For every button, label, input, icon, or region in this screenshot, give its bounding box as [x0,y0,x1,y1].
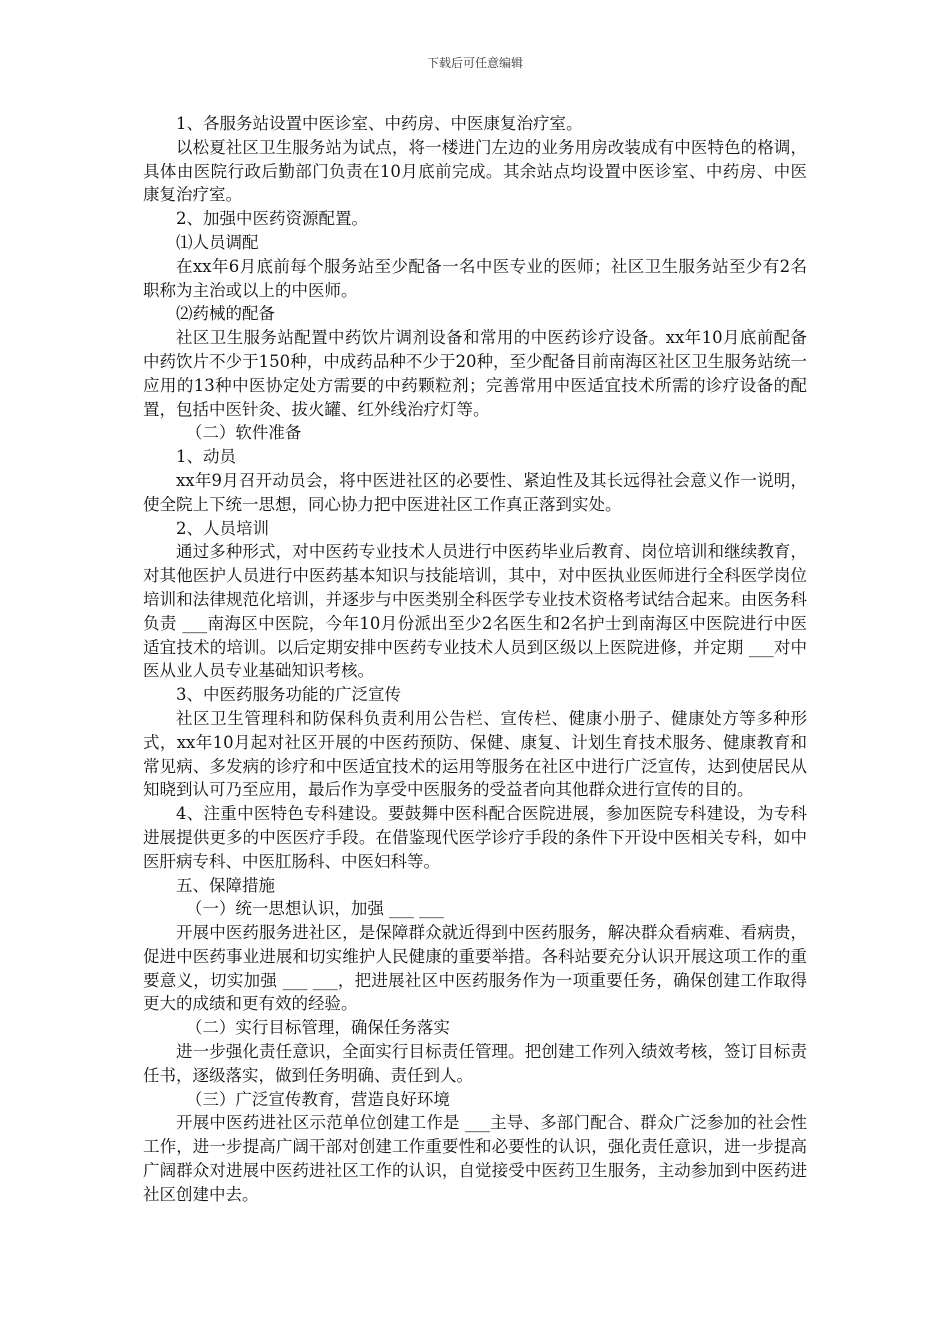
paragraph: 1、各服务站设置中医诊室、中药房、中医康复治疗室。 [176,114,583,133]
paragraph: 开展中医药进社区示范单位创建工作是 ___主导、多部门配合、群众广泛参加的社会性工作，进一步提高广阔干部对创建工作重要性和必要性的认识，强化责任意识，进一步提高广阔群众对进展中医药进社区工作的认识，自觉接受中医药卫生服务，主动参加到中医药进社区创建中去。 [143,1113,807,1204]
document-body [143,112,807,1207]
paragraph: 社区卫生服务站配置中药饮片调剂设备和常用的中医药诊疗设备。xx年10月底前配备中药饮片不少于150种，中成药品种不少于20种，至少配备目前南海区社区卫生服务站统一应用的13种中医协定处方需要的中药颗粒剂；完善常用中医适宜技术所需的诊疗设备的配置，包括中医针灸、拔火罐、红外线治疗灯等。 [143,328,807,419]
paragraph: 在xx年6月底前每个服务站至少配备一名中医专业的医师；社区卫生服务站至少有2名职称为主治或以上的中医师。 [143,256,807,300]
paragraph: 进一步强化责任意识，全面实行目标责任管理。把创建工作列入绩效考核，签订目标责任书，逐级落实，做到任务明确、责任到人。 [143,1042,807,1085]
page-header-note: 下载后可任意编辑 [426,56,523,70]
paragraph: 社区卫生管理科和防保科负责利用公告栏、宣传栏、健康小册子、健康处方等多种形式，xx年10月起对社区开展的中医药预防、保健、康复、计划生育技术服务、健康教育和常见病、多发病的诊疗和中医适宜技术的运用等服务在社区中进行广泛宣传，达到使居民从知晓到认可乃至应用，最后作为享受中医服务的受益者向其他群众进行宣传的目的。 [143,708,807,800]
paragraph: 五、保障措施 [176,875,275,895]
paragraph: ⑵药械的配备 [176,304,275,324]
paragraph: 以松夏社区卫生服务站为试点，将一楼进门左边的业务用房改装成有中医特色的格调，具体由医院行政后勤部门负责在10月底前完成。其余站点均设置中医诊室、中药房、中医康复治疗室。 [143,137,807,205]
paragraph: 开展中医药服务进社区，是保障群众就近得到中医药服务，解决群众看病难、看病贵，促进中医药事业进展和切实维护人民健康的重要举措。各科站要充分认识开展这项工作的重要意义，切实加强 ___ ___，把进展社区中医药服务作为一项重要任务，确保创建工作取得更大的成绩和更有效的经验。 [143,923,807,1014]
paragraph: 3、中医药服务功能的广泛宣传 [176,685,401,705]
section-heading: （三）广泛宣传教育，营造良好环境 [185,1089,450,1109]
paragraph: 1、动员 [176,447,236,467]
paragraph: 2、加强中医药资源配置。 [176,209,368,229]
paragraph: xx年9月召开动员会，将中医进社区的必要性、紧迫性及其长远得社会意义作一说明，使全院上下统一思想，同心协力把中医进社区工作真正落到实处。 [143,470,807,514]
paragraph: 2、人员培训 [176,518,269,538]
section-heading: （二）软件准备 [185,423,302,443]
paragraph: 通过多种形式，对中医药专业技术人员进行中医药毕业后教育、岗位培训和继续教育，对其他医护人员进行中医药基本知识与技能培训，其中，对中医执业医师进行全科医学岗位培训和法律规范化培训，并逐步与中医类别全科医学专业技术资格考试结合起来。由医务科负责 ___南海区中医院，今年10月份派出至少2名医生和2名护士到南海区中医院进行中医适宜技术的培训。以后定期安排中医药专业技术人员到区级以上医院进修，并定期 ___对中医从业人员专业基础知识考核。 [143,542,807,681]
section-heading: （一）统一思想认识，加强 ___ ___ [185,899,444,919]
paragraph: 4、注重中医特色专科建设。要鼓舞中医科配合医院进展，参加医院专科建设，为专科进展提供更多的中医医疗手段。在借鉴现代医学诊疗手段的条件下开设中医相关专科，如中医肝病专科、中医肛肠科、中医妇科等。 [143,804,807,871]
paragraph: ⑴人员调配 [176,232,259,252]
section-heading: （二）实行目标管理，确保任务落实 [185,1018,450,1038]
